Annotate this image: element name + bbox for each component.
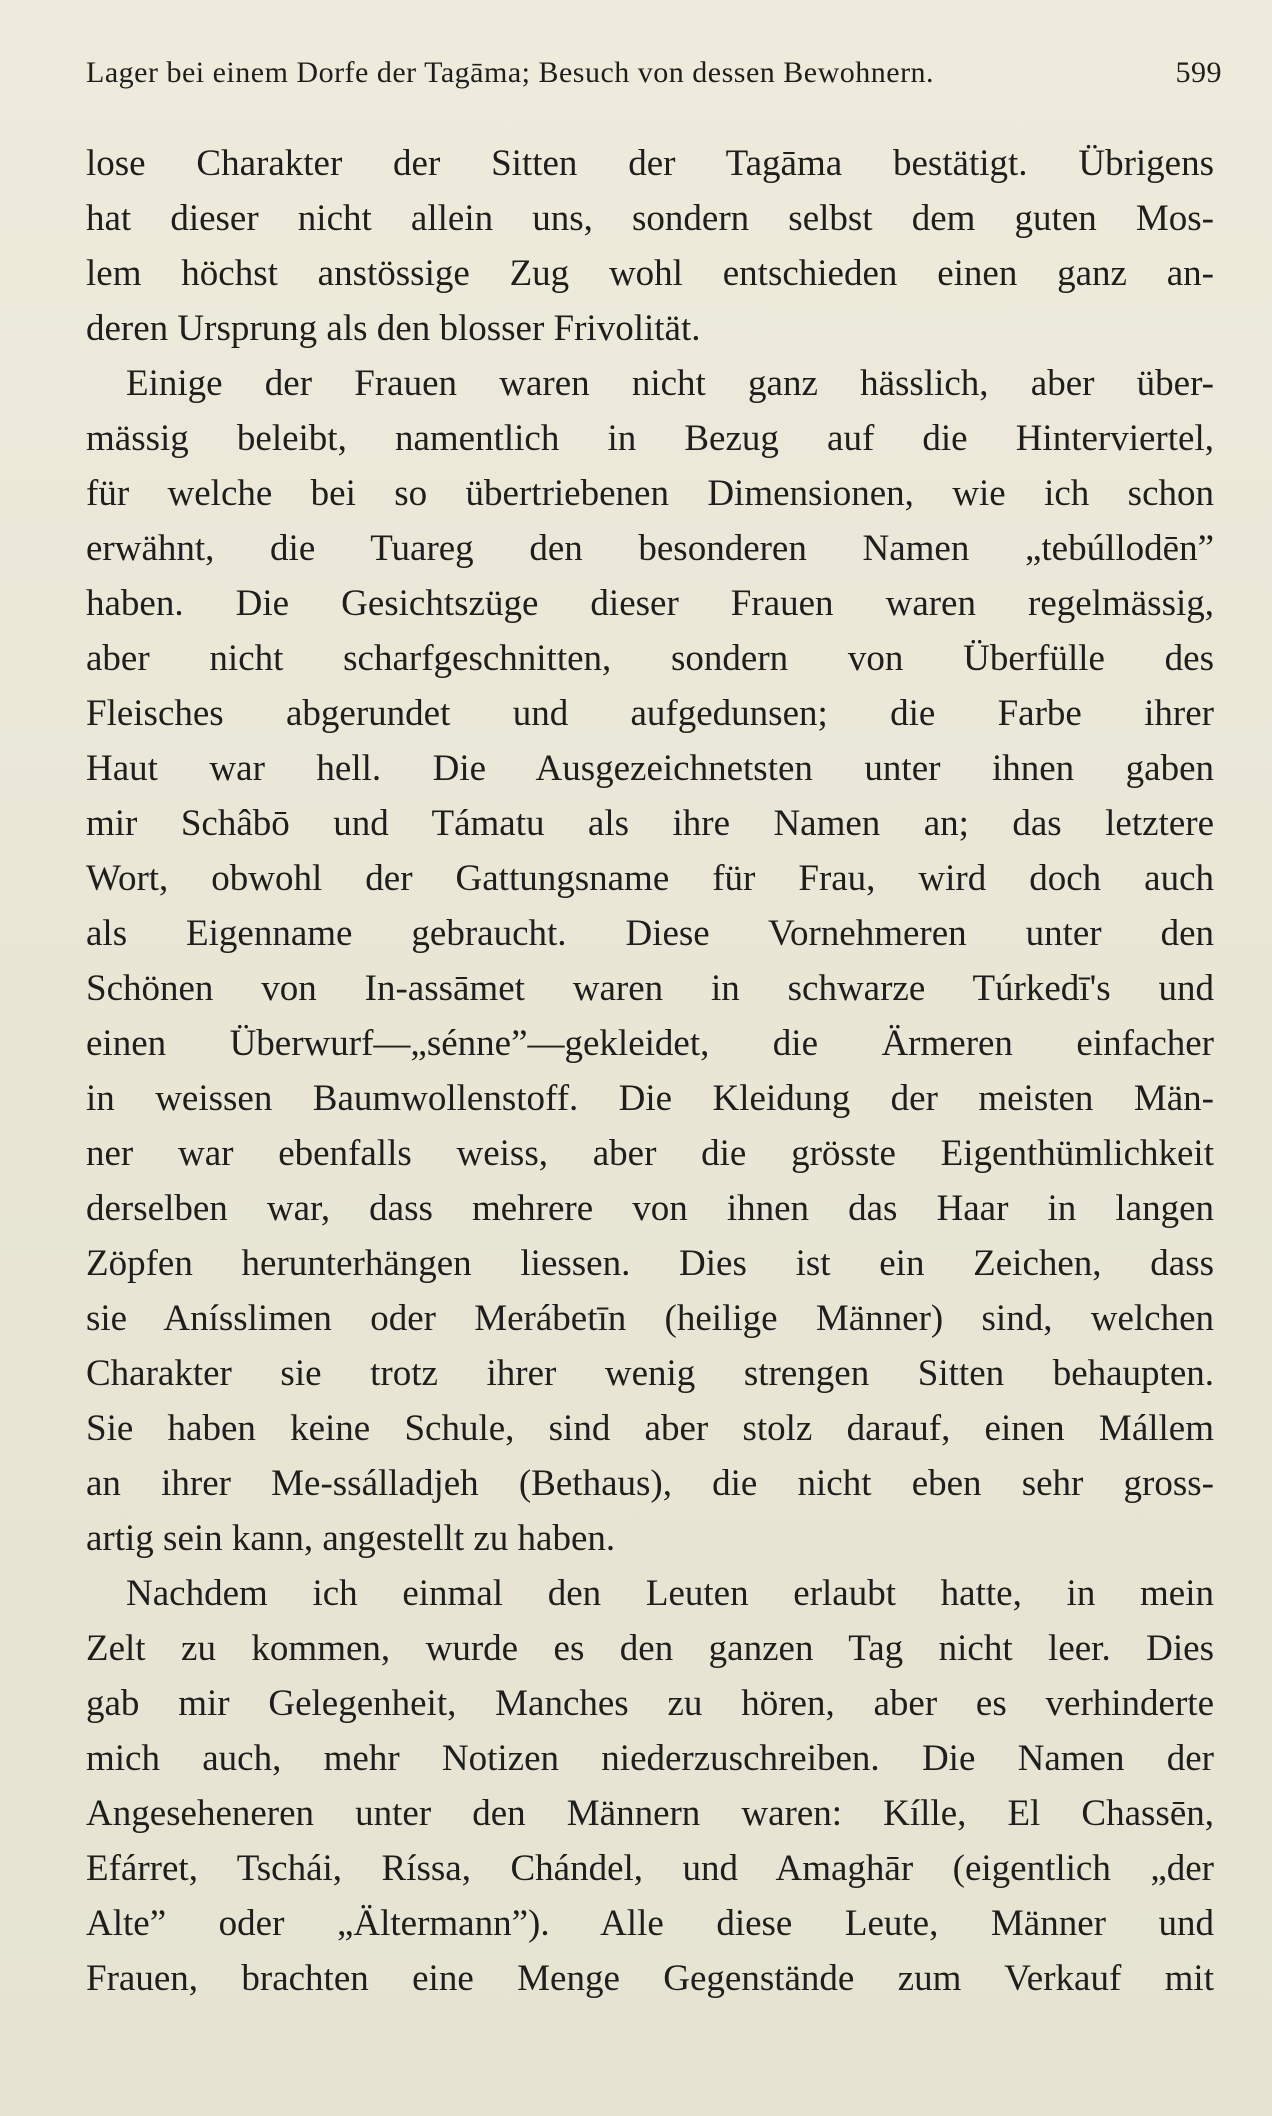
text-line: Sie haben keine Schule, sind aber stolz darauf, einen Mállem bbox=[86, 1408, 1214, 1449]
text-line: gab mir Gelegenheit, Manches zu hören, aber es verhinderte bbox=[86, 1683, 1214, 1724]
text-line: Zelt zu kommen, wurde es den ganzen Tag nicht leer. Dies bbox=[86, 1628, 1214, 1669]
paragraph-first-line: Nachdem ich einmal den Leuten erlaubt hatte, in mein bbox=[126, 1573, 1214, 1614]
text-line: derselben war, dass mehrere von ihnen das Haar in langen bbox=[86, 1188, 1214, 1229]
paragraph-first-line: Einige der Frauen waren nicht ganz hässlich, aber über- bbox=[126, 363, 1214, 404]
text-line: an ihrer Me-ssálladjeh (Bethaus), die nicht eben sehr gross- bbox=[86, 1463, 1214, 1504]
page-number: 599 bbox=[1175, 56, 1222, 89]
text-line: Alte” oder „Ältermann”). Alle diese Leute, Männer und bbox=[86, 1903, 1214, 1944]
text-line: mich auch, mehr Notizen niederzuschreiben. Die Namen der bbox=[86, 1738, 1214, 1779]
text-line: in weissen Baumwollenstoff. Die Kleidung der meisten Män- bbox=[86, 1078, 1214, 1119]
text-line: hat dieser nicht allein uns, sondern selbst dem guten Mos- bbox=[86, 198, 1214, 239]
text-line: deren Ursprung als den blosser Frivolität. bbox=[86, 308, 701, 349]
text-line: aber nicht scharfgeschnitten, sondern von Überfülle des bbox=[86, 638, 1214, 679]
text-line: Efárret, Tschái, Ríssa, Chándel, und Amaghār (eigentlich „der bbox=[86, 1848, 1214, 1889]
text-line: sie Anísslimen oder Merábetīn (heilige Männer) sind, welchen bbox=[86, 1298, 1214, 1339]
text-line: mässig beleibt, namentlich in Bezug auf die Hinterviertel, bbox=[86, 418, 1214, 459]
text-line: Schönen von In-assāmet waren in schwarze Túrkedī's und bbox=[86, 968, 1214, 1009]
text-line: ner war ebenfalls weiss, aber die grösste Eigenthümlichkeit bbox=[86, 1133, 1214, 1174]
text-line: Angeseheneren unter den Männern waren: Kílle, El Chassēn, bbox=[86, 1793, 1214, 1834]
body-text bbox=[86, 136, 1214, 2006]
running-head-title: Lager bei einem Dorfe der Tagāma; Besuch von dessen Bewohnern. bbox=[86, 56, 935, 89]
text-line: Frauen, brachten eine Menge Gegenstände zum Verkauf mit bbox=[86, 1958, 1214, 1999]
text-line: erwähnt, die Tuareg den besonderen Namen „tebúllodēn” bbox=[86, 528, 1214, 569]
text-line: als Eigenname gebraucht. Diese Vornehmeren unter den bbox=[86, 913, 1214, 954]
text-line: Zöpfen herunterhängen liessen. Dies ist ein Zeichen, dass bbox=[86, 1243, 1214, 1284]
text-line: für welche bei so übertriebenen Dimensionen, wie ich schon bbox=[86, 473, 1214, 514]
running-head bbox=[86, 56, 1222, 100]
text-line: lose Charakter der Sitten der Tagāma bestätigt. Übrigens bbox=[86, 143, 1214, 184]
text-line: mir Schâbō und Támatu als ihre Namen an; das letztere bbox=[86, 803, 1214, 844]
text-line: Haut war hell. Die Ausgezeichnetsten unter ihnen gaben bbox=[86, 748, 1214, 789]
text-line: artig sein kann, angestellt zu haben. bbox=[86, 1518, 616, 1559]
text-line: haben. Die Gesichtszüge dieser Frauen waren regelmässig, bbox=[86, 583, 1214, 624]
text-line: lem höchst anstössige Zug wohl entschieden einen ganz an- bbox=[86, 253, 1214, 294]
text-line: Wort, obwohl der Gattungsname für Frau, wird doch auch bbox=[86, 858, 1214, 899]
text-line: einen Überwurf—„sénne”—gekleidet, die Ärmeren einfacher bbox=[86, 1023, 1214, 1064]
text-line: Charakter sie trotz ihrer wenig strengen Sitten behaupten. bbox=[86, 1353, 1214, 1394]
text-line: Fleisches abgerundet und aufgedunsen; die Farbe ihrer bbox=[86, 693, 1214, 734]
